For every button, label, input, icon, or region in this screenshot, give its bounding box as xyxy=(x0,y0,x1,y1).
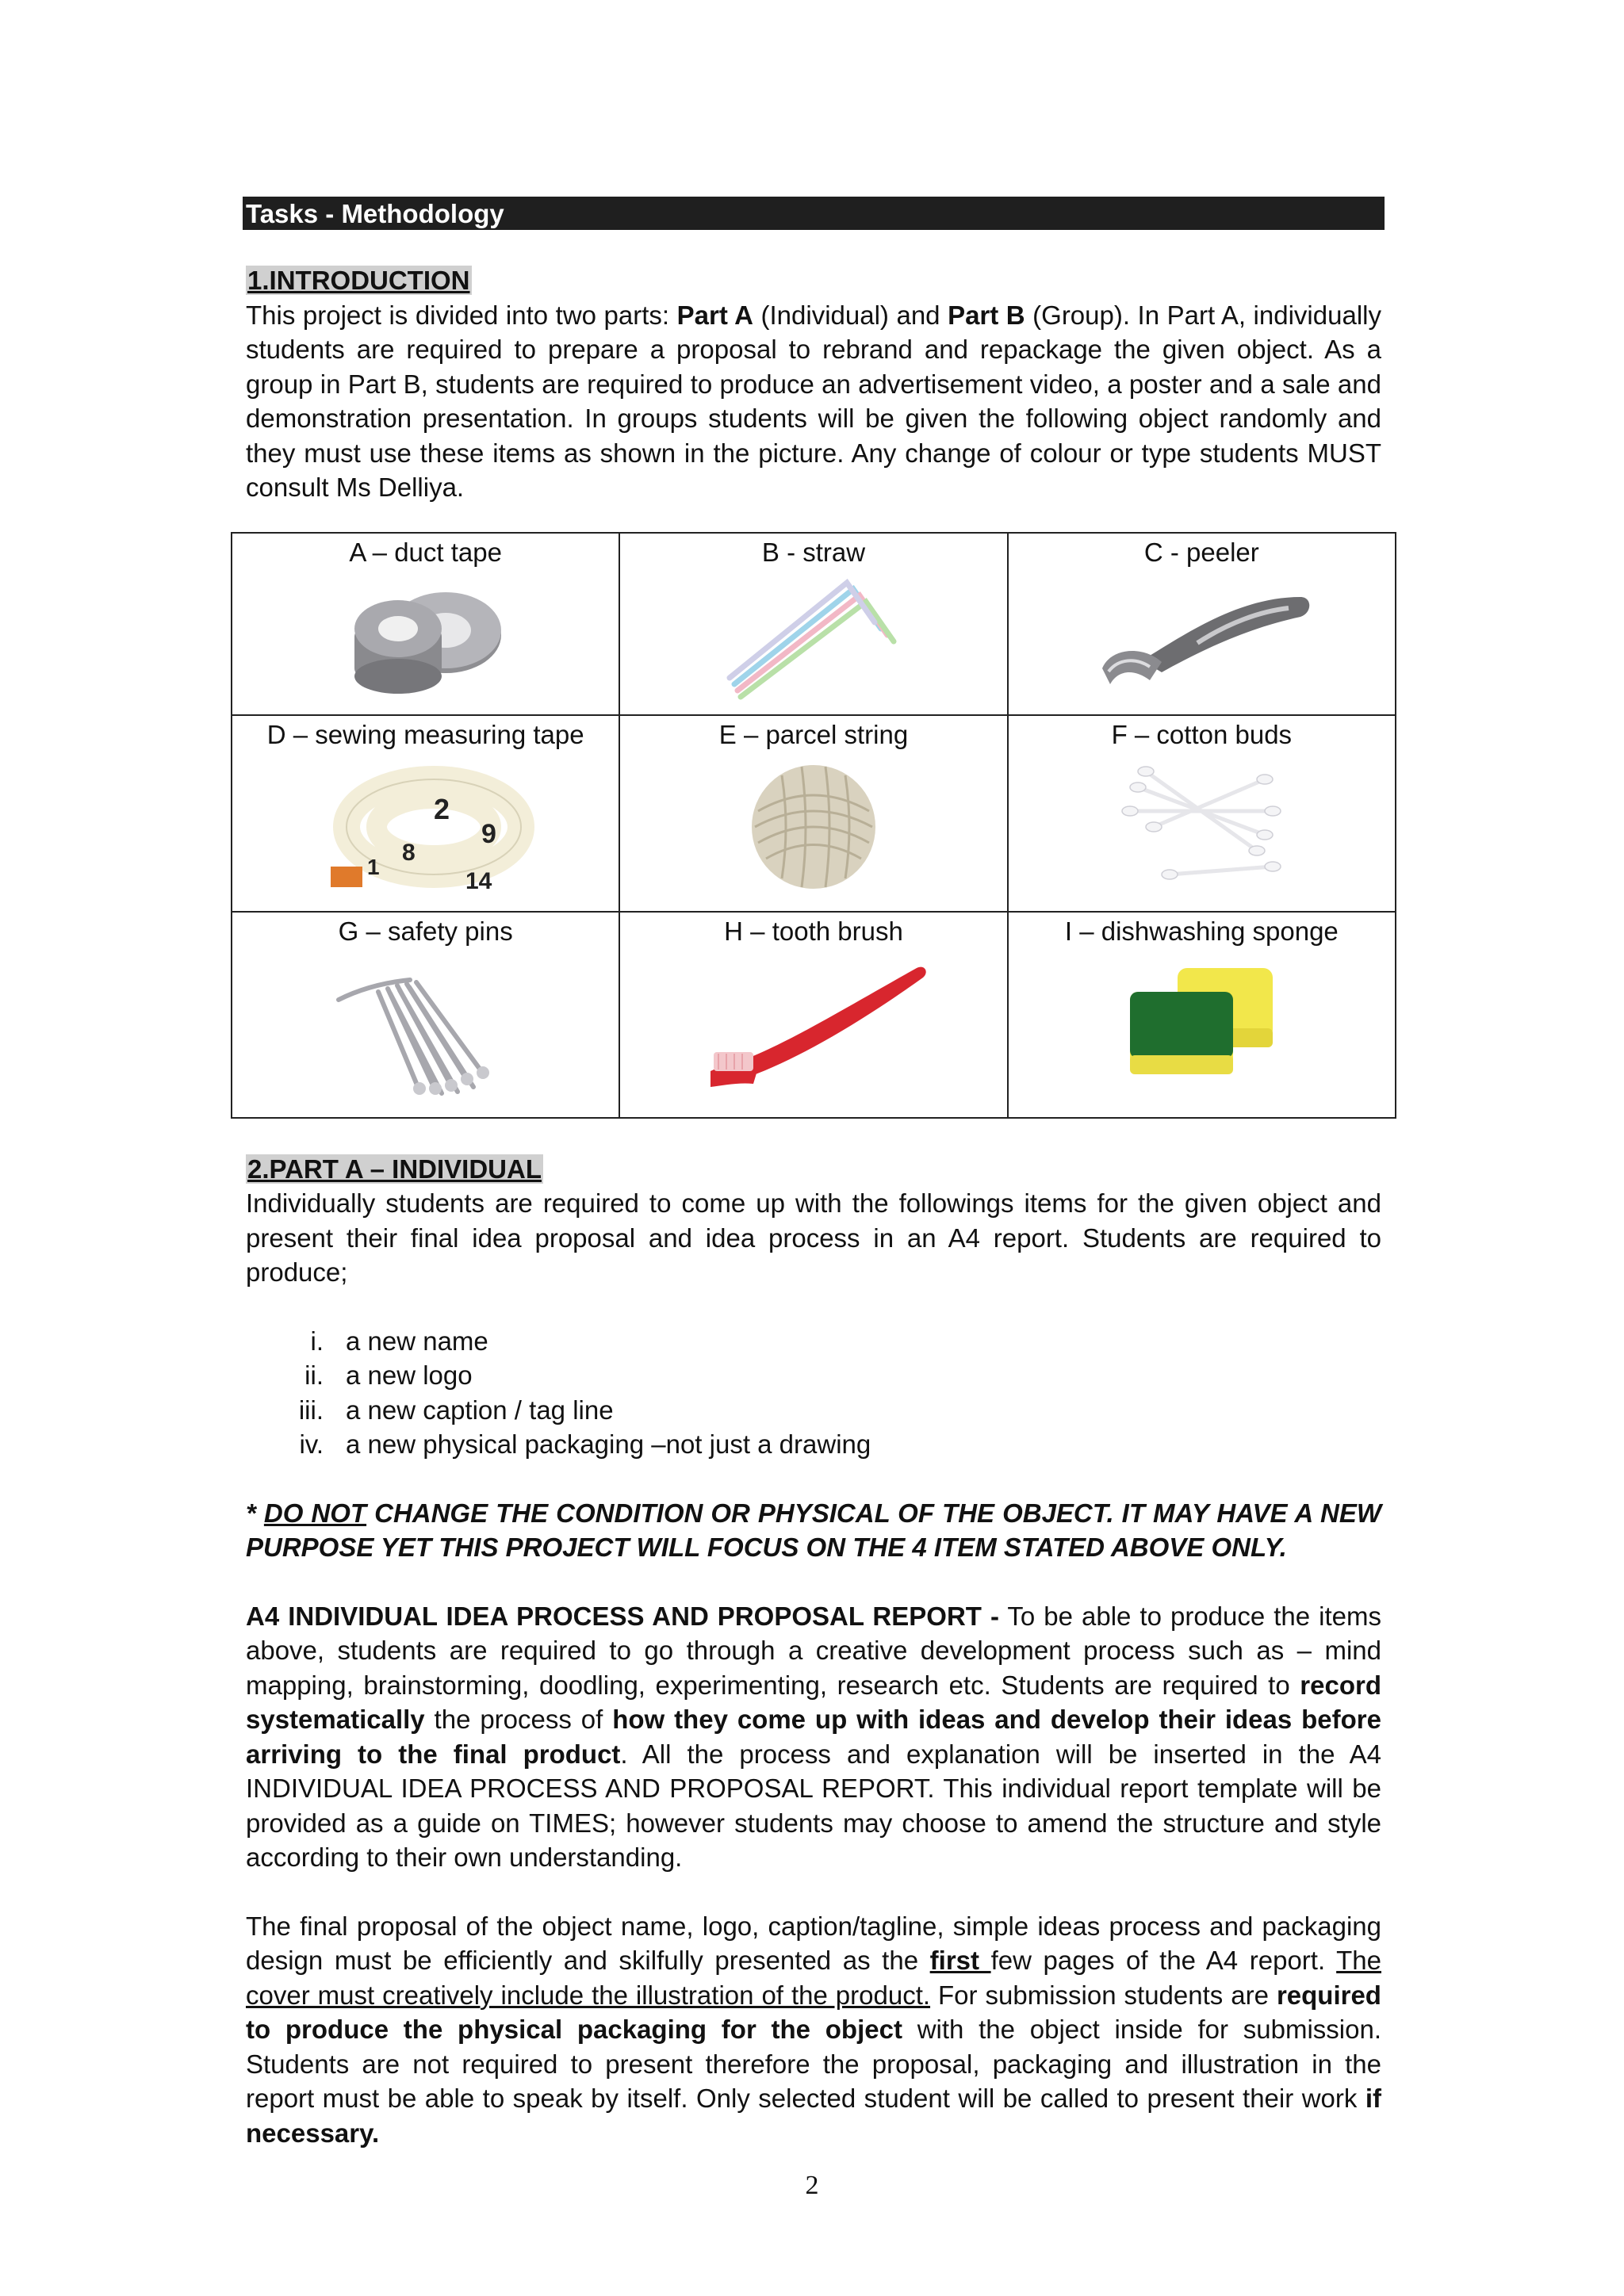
object-label: H – tooth brush xyxy=(724,916,903,946)
object-label: E – parcel string xyxy=(718,719,909,749)
introduction-heading xyxy=(246,263,1381,298)
introduction-paragraph: This project is divided into two parts: Part A (Individual) and Part B (Group). In Part A, individually students are required to prepare a proposal to rebrand and repackage the given object. As a group in Part B, students are required to produce an advertisement video, a poster and a sale and demonstration presentation. In groups students will be given the following object randomly and they must use these items as shown in the picture. Any change of colour or type students MUST consult Ms Delliya. xyxy=(246,300,1381,502)
object-label: A – duct tape xyxy=(349,537,502,567)
list-item: i. a new name xyxy=(310,1326,488,1356)
duct-tape-icon xyxy=(339,573,513,700)
object-label: F – cotton buds xyxy=(1111,719,1293,749)
part-b-label: Part B xyxy=(948,300,1025,330)
object-cell-f xyxy=(1008,715,1396,912)
warning-note: * DO NOT CHANGE THE CONDITION OR PHYSICAL OF THE OBJECT. IT MAY HAVE A NEW PURPOSE YET THIS PROJECT WILL FOCUS ON THE 4 ITEM STATED ABOVE ONLY. xyxy=(246,1498,1382,1562)
deliverables-list xyxy=(246,1324,1381,1462)
object-label: G – safety pins xyxy=(338,916,513,946)
list-item: iii. a new caption / tag line xyxy=(298,1395,614,1425)
list-item: iv. a new physical packaging –not just a drawing xyxy=(299,1429,871,1459)
object-label: D – sewing measuring tape xyxy=(266,719,584,749)
safety-pins-icon xyxy=(323,952,529,1103)
final-proposal-paragraph: The final proposal of the object name, logo, caption/tagline, simple ideas process and packaging design must be efficiently and skilfully presented as the first few pages of the A4 report. The cover must creatively include the illustration of the product. For submission students are required to produce the physical packaging for the object with the object inside for submission. Students are not required to present therefore the proposal, packaging and illustration in the report must be able to speak by itself. Only selected student will be called to present their work if necessary. xyxy=(246,1911,1381,2148)
list-item: ii. a new logo xyxy=(304,1360,473,1390)
object-cell-a xyxy=(232,533,619,715)
do-not-emphasis: DO NOT xyxy=(263,1498,367,1528)
peeler-icon xyxy=(1086,573,1316,700)
object-cell-i xyxy=(1008,912,1396,1118)
heading-number: 2. xyxy=(247,1154,270,1184)
object-label: C - peeler xyxy=(1143,537,1259,567)
section-title-bar: Tasks - Methodology xyxy=(243,197,1385,230)
report-paragraph: A4 INDIVIDUAL IDEA PROCESS AND PROPOSAL REPORT - To be able to produce the items above, students are required to go through a creative development process such as – mind mapping, brainstorming, doodling, experimenting, research etc. Students are required to record systematically the process of how they come up with ideas and develop their ideas before arriving to the final product. All the process and explanation will be inserted in the A4 INDIVIDUAL IDEA PROCESS AND PROPOSAL REPORT. This individual report template will be provided as a guide on TIMES; however students may choose to amend the structure and style according to their own understanding. xyxy=(246,1601,1381,1872)
objects-table xyxy=(231,532,1396,1119)
tape-number: 14 xyxy=(465,867,492,894)
report-heading: A4 INDIVIDUAL IDEA PROCESS AND PROPOSAL REPORT - xyxy=(246,1601,999,1631)
tape-number: 9 xyxy=(481,818,496,849)
measuring-tape-icon xyxy=(315,756,537,898)
tape-number: 8 xyxy=(401,839,416,866)
toothbrush-icon xyxy=(687,952,940,1103)
straw-icon xyxy=(718,573,909,700)
page-number: 2 xyxy=(805,2171,819,2200)
string-ball-icon xyxy=(734,756,893,898)
page-content xyxy=(246,197,1381,2150)
object-cell-g xyxy=(232,912,619,1118)
heading-number: 1. xyxy=(247,266,270,295)
tape-number: 2 xyxy=(433,792,450,825)
object-cell-e xyxy=(619,715,1007,912)
object-cell-d xyxy=(232,715,619,912)
object-label: B - straw xyxy=(761,537,866,567)
heading-text: INTRODUCTION xyxy=(269,266,470,295)
tape-number: 1 xyxy=(366,854,380,879)
sponge-icon xyxy=(1114,952,1289,1103)
cotton-buds-icon xyxy=(1114,756,1289,898)
object-cell-h xyxy=(619,912,1007,1118)
object-cell-c xyxy=(1008,533,1396,715)
object-cell-b xyxy=(619,533,1007,715)
part-a-intro: Individually students are required to come up with the followings items for the given object and present their final idea proposal and idea process in an A4 report. Students are required to produce; xyxy=(246,1188,1381,1287)
object-label: I – dishwashing sponge xyxy=(1064,916,1339,946)
part-a-heading xyxy=(246,1152,1381,1187)
heading-text: PART A – INDIVIDUAL xyxy=(269,1154,542,1184)
part-a-label: Part A xyxy=(676,300,753,330)
